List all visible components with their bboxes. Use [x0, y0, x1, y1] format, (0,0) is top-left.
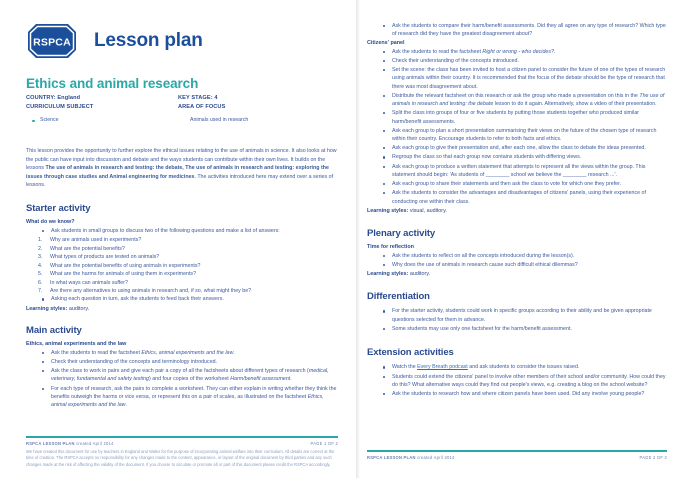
footer-rule: [26, 436, 338, 438]
lesson-meta-values: [26, 117, 338, 125]
citizens-panel-bullets: [367, 48, 667, 206]
rspca-logo-icon: [26, 22, 78, 60]
footer-line: [26, 441, 338, 446]
document-title: Lesson plan: [94, 30, 203, 51]
footer-page-number: PAGE 2 OF 2: [639, 455, 667, 460]
plenary-learning-styles-value: auditory.: [408, 271, 431, 278]
starter-closing-bullets: [26, 295, 338, 303]
list-item: Check their understanding of the concepts introduced.: [383, 57, 667, 65]
rspca-logo: [26, 22, 78, 60]
footer-page-number: PAGE 1 OF 2: [310, 440, 338, 446]
curriculum-subject-label: CURRICULUM SUBJECT: [26, 103, 94, 110]
list-item: Distribute the relevant factsheet on this research or ask the group who made a presentation on this in the The use of animals in research and testing: the debate lesson to do it again. Alternatively, show a video of their presentation.: [383, 92, 667, 109]
list-item: Ask the students to research how and where citizen panels have been used. Did any involve young people?: [383, 390, 667, 398]
list-item: Regroup the class so that each group now contains students with differing views.: [383, 153, 667, 161]
starter-learning-styles: [26, 306, 338, 312]
differentiation-bullets: [367, 307, 667, 333]
list-item: In what ways can animals suffer?: [50, 279, 128, 286]
main-continued-bullets: [367, 22, 667, 39]
starter-questions: [26, 236, 338, 295]
lesson-title: Ethics and animal research: [26, 76, 199, 91]
area-of-focus-label: AREA OF FOCUS: [178, 103, 226, 110]
list-item: Why are animals used in experiments?: [50, 237, 142, 244]
list-item: What are the harms for animals of using them in experiments?: [50, 271, 197, 278]
footer-rule: [367, 450, 667, 452]
extension-activities-heading: Extension activities: [367, 347, 454, 359]
every-breath-podcast-link[interactable]: Every Breath podcast: [417, 364, 468, 371]
starter-activity-heading: Starter activity: [26, 203, 91, 214]
lesson-intro: This lesson provides the opportunity to further explore the ethical issues relating to the use of animals in science. It also looks at how the public can have input into discussion and debate and the ways students can contribute within their own lives. It builds on the lessons The use of animals in research and testing: the debate, The use of animals in research and testing: exploring the issues through case studies and Animal engineering for medicines. The activities introduced here may extend over a series of lessons.: [26, 148, 337, 189]
list-item: For the starter activity, students could work in specific groups according to their ability and be given appropriate questions selected for them in advance.: [383, 307, 667, 324]
plenary-activity-heading: Plenary activity: [367, 227, 436, 239]
main-bullets: [26, 349, 338, 410]
citizens-panel-subhead: Citizens' panel: [367, 39, 405, 46]
list-item: Ask students in small groups to discuss two of the following questions and make a list of answers:: [42, 227, 338, 235]
list-item: Are there any alternatives to using animals in research and, if so, what might they be?: [50, 287, 252, 294]
footer-created-value: created April 2014: [74, 440, 114, 446]
list-item: Split the class into groups of four or five students by putting those students together who produced similar harm/benefit assessments.: [383, 109, 667, 126]
list-item: Ask the students to compare their harm/benefit assessments. Did they all agree on any type of research? Which type of research did they have the greatest disagreement about?: [383, 22, 667, 39]
list-item: Ask each group to plan a short presentation summarising their views on the future of the chosen type of research within their country. Encourage students to refer to both facts and ethics.: [383, 127, 667, 144]
list-item: What are the potential benefits of using animals in experiments?: [50, 262, 201, 269]
plenary-learning-styles: [367, 271, 667, 277]
list-item: Asking each question in turn, ask the students to feed back their answers.: [42, 295, 338, 303]
citizens-panel-learning-styles-label: Learning styles:: [367, 207, 409, 214]
footer-disclaimer: We have created this document for use by teachers in England and Wales for the purpose of incorporating animal welfare into their curriculum. All details are correct at the time of creation. The RSPCA accepts no responsibility for any changes made to the content, appearance, or layout of the original document by third parties and any such changes made at the risk of affecting the validity of the document. If you choose to circulate or promote all or part of this document please credit the RSPCA accordingly.: [26, 448, 335, 467]
list-item: Students could extend the citizens' panel to involve other members of their school and/or community. How could they do this? What alternative ways could they find out people's views, e.g. creating a blog on the school website?: [383, 373, 667, 390]
list-item: Check their understanding of the concepts and terminology introduced.: [42, 358, 338, 366]
plenary-subhead: Time for reflection: [367, 243, 414, 250]
footer-line: [367, 455, 667, 460]
key-stage-label: KEY STAGE: 4: [178, 95, 218, 101]
list-item: Ask each group to share their statements and then ask the class to vote for which one they prefer.: [383, 180, 667, 188]
differentiation-heading: Differentiation: [367, 291, 430, 303]
footer-left: [26, 436, 338, 468]
citizens-panel-learning-styles-value: visual, auditory.: [408, 207, 447, 214]
plenary-bullets: [367, 252, 667, 270]
list-item: Why does the use of animals in research cause such difficult ethical dilemmas?: [383, 261, 667, 269]
main-activity-heading: Main activity: [26, 324, 82, 336]
gutter-shadow: [357, 0, 360, 478]
list-item: For each type of research, ask the pairs to complete a worksheet. They can either explain in writing whether they think the benefits outweigh the harms or vice versa, or represent this on a pair of scales, as illustrated on the factsheet Ethics, animal experiments and the law.: [42, 385, 338, 410]
footer-created: [26, 441, 114, 446]
subject-value: Science: [40, 117, 190, 125]
list-item: What are the potential benefits?: [50, 245, 125, 252]
list-item: Ask the students to reflect on all the concepts introduced during the lesson(s).: [383, 252, 667, 260]
list-item: What types of products are tested on animals?: [50, 254, 160, 261]
country-label: COUNTRY: England: [26, 95, 81, 101]
svg-text:RSPCA: RSPCA: [33, 36, 71, 49]
starter-subhead: What do we know?: [26, 219, 75, 225]
list-item: Ask each group to produce a written statement that attempts to represent all the views within the group. This statement should begin: 'As students of ________ school we believe the ________ research ...'.: [383, 163, 667, 180]
list-item: Watch the Every Breath podcast and ask students to consider the issues raised.: [383, 363, 667, 371]
page-right: [356, 0, 683, 478]
list-item: Ask the students to consider the advantages and disadvantages of citizens' panels, using their experience of conducting one within their class.: [383, 189, 667, 206]
main-subhead: Ethics, animal experiments and the law: [26, 340, 127, 347]
plenary-learning-styles-label: Learning styles:: [367, 271, 409, 278]
extension-bullets: [367, 363, 667, 398]
area-of-focus-value: Animals used in research: [189, 117, 249, 124]
lesson-meta-labels: [26, 94, 338, 111]
list-item: Ask each group to give their presentation and, after each one, allow the class to debate the ideas presented.: [383, 144, 667, 152]
list-item: Ask the students to read the factsheet Right or wrong - who decides?.: [383, 48, 667, 56]
footer-created-label: RSPCA LESSON PLAN: [26, 440, 75, 446]
list-item: Some students may use only one factsheet for the harm/benefit assessment.: [383, 325, 667, 333]
footer-created: [367, 455, 455, 460]
footer-created-value: created April 2014: [415, 455, 455, 460]
list-item: Set the scene: the class has been invited to host a citizen panel to consider the future of one of the types of research using animals within their country. It is recommended that the focus of the debate should be the type of research that there was most disagreement about.: [383, 66, 667, 91]
footer-created-label: RSPCA LESSON PLAN: [367, 455, 416, 460]
list-item: Ask the class to work in pairs and give each pair a copy of all the factsheets about different types of research (medical, veterinary, fundamental and safety testing) and four copies of the worksheet Harm/benefit assessment.: [42, 367, 338, 384]
footer-right: [367, 450, 667, 460]
starter-learning-styles-value: auditory.: [67, 305, 90, 312]
document-header: [26, 22, 338, 60]
list-item: Ask the students to read the factsheet Ethics, animal experiments and the law.: [42, 349, 338, 357]
citizens-panel-learning-styles: [367, 208, 667, 214]
starter-learning-styles-label: Learning styles:: [26, 305, 68, 312]
starter-bullets: [26, 227, 338, 235]
